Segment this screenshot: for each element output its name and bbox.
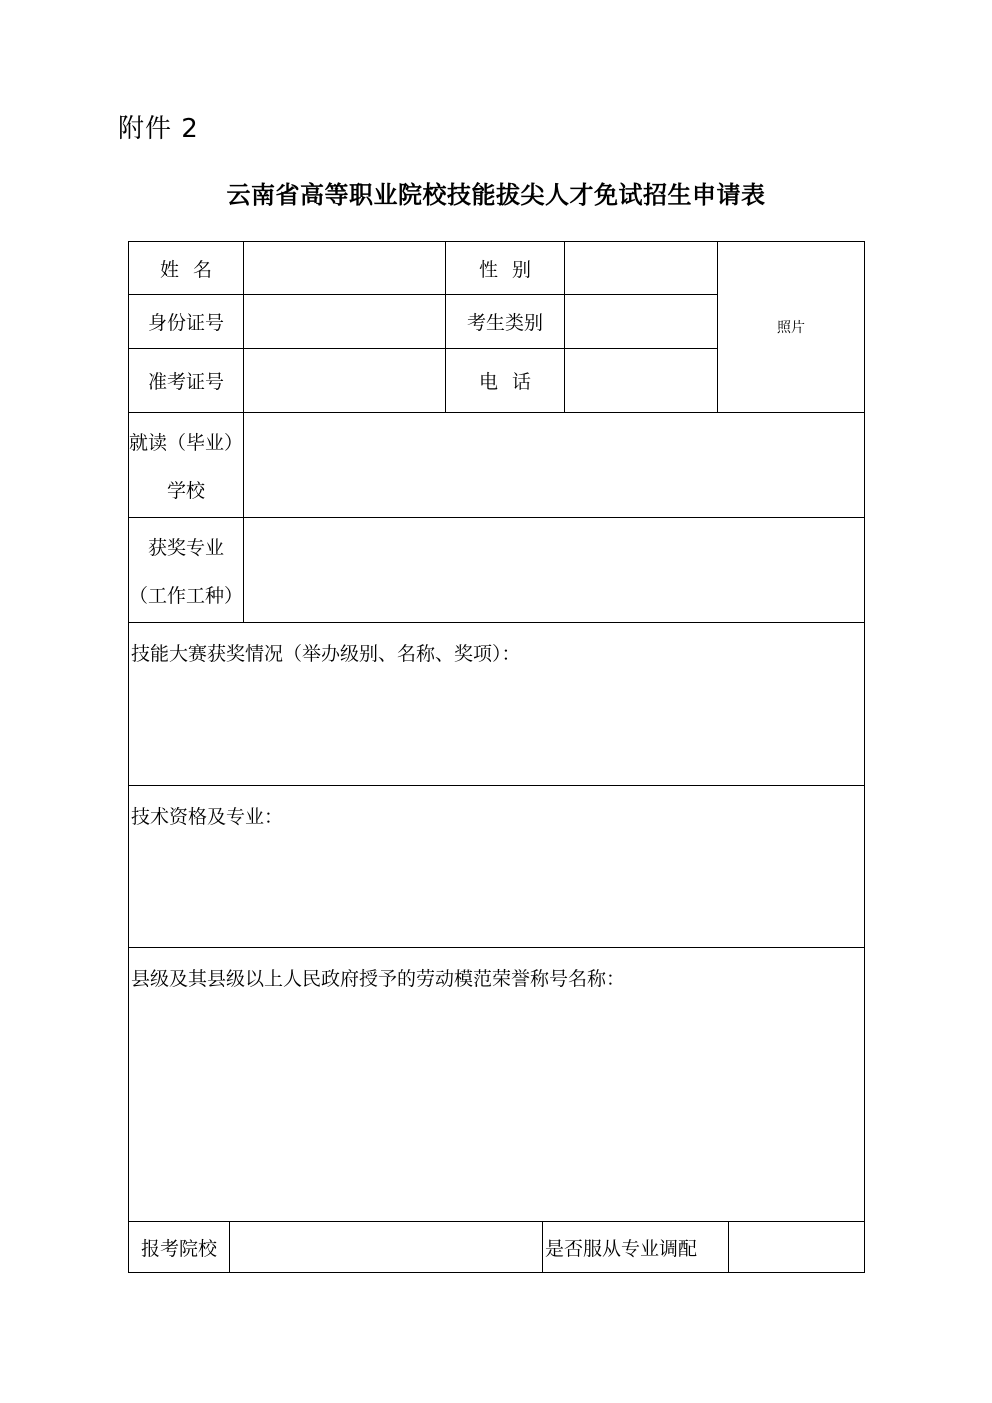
admission-ticket-label: 准考证号 — [128, 348, 244, 413]
major-label-line1: 获奖专业 — [147, 536, 224, 559]
student-category-label: 考生类别 — [445, 294, 565, 349]
qualification-section[interactable] — [128, 785, 865, 948]
honor-section[interactable] — [128, 947, 865, 1222]
school-label-line1: 就读（毕业） — [129, 431, 244, 454]
id-number-field[interactable] — [243, 294, 446, 349]
gender-label: 性别 — [445, 241, 565, 295]
name-field[interactable] — [243, 241, 446, 295]
school-label-line2: 学校 — [166, 479, 205, 502]
competition-label: 技能大赛获奖情况（举办级别、名称、奖项）： — [131, 643, 521, 665]
school-label — [128, 412, 244, 518]
gender-field[interactable] — [564, 241, 718, 295]
id-number-label: 身份证号 — [128, 294, 244, 349]
photo-area[interactable] — [717, 241, 865, 413]
major-label — [128, 517, 244, 623]
student-category-field[interactable] — [564, 294, 718, 349]
photo-label: 照片 — [777, 320, 805, 336]
attachment-label: 附件 2 — [118, 114, 199, 144]
name-label: 姓名 — [128, 241, 244, 295]
apply-school-label: 报考院校 — [128, 1221, 230, 1273]
adjust-label: 是否服从专业调配 — [542, 1221, 729, 1273]
school-field[interactable] — [243, 412, 865, 518]
apply-school-field[interactable] — [229, 1221, 543, 1273]
major-label-line2: （工作工种） — [129, 584, 244, 607]
qualification-label: 技术资格及专业： — [131, 806, 284, 828]
admission-ticket-field[interactable] — [243, 348, 446, 413]
form-title: 云南省高等职业院校技能拔尖人才免试招生申请表 — [226, 181, 766, 209]
competition-section[interactable] — [128, 622, 865, 786]
adjust-field[interactable] — [728, 1221, 865, 1273]
phone-field[interactable] — [564, 348, 718, 413]
major-field[interactable] — [243, 517, 865, 623]
phone-label: 电话 — [445, 348, 565, 413]
honor-label: 县级及其县级以上人民政府授予的劳动模范荣誉称号名称： — [131, 968, 626, 990]
